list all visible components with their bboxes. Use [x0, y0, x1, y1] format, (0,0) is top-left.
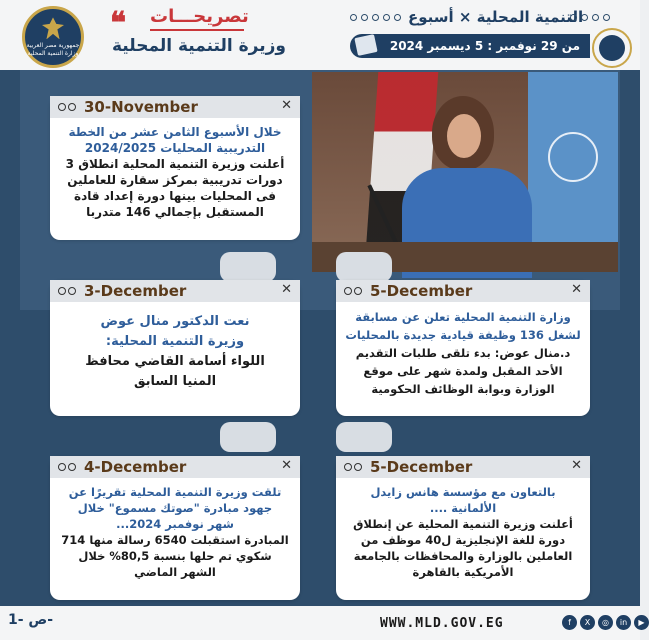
card-body: تلقت وزيرة التنمية المحلية تقريرًا عن جهود مبادرة "صوتك مسموع" خلال شهر نوفمبر 2024... المبادرة استقبلت 6540 رسالة منها 714 شكوي تم حلها بنسبة 80,5% خلال الشهر الماضي [61, 485, 289, 579]
social-links [562, 615, 649, 630]
card-date: 30-November [84, 98, 198, 116]
date-range-bar [350, 34, 590, 58]
left-rail [0, 60, 20, 620]
news-card-30-nov [50, 96, 300, 240]
card-tab [336, 422, 392, 452]
right-rail [620, 60, 640, 620]
card-tab [220, 422, 276, 452]
header [0, 0, 640, 70]
website-url[interactable]: WWW.MLD.GOV.EG [380, 616, 504, 631]
emblem-badge [592, 28, 632, 68]
decor-dots-right [570, 14, 610, 21]
instagram-icon[interactable]: ◎ [598, 615, 613, 630]
linkedin-icon[interactable]: in [616, 615, 631, 630]
card-header [50, 280, 300, 302]
close-icon: ✕ [281, 98, 292, 113]
card-header [336, 280, 590, 302]
card-tab [336, 252, 392, 282]
person-face [447, 114, 481, 158]
card-header [50, 456, 300, 478]
news-card-5-dec-english [336, 456, 590, 600]
card-date: 3-December [84, 282, 187, 300]
close-icon: ✕ [571, 458, 582, 473]
ministry-logo [22, 6, 84, 68]
card-date: 5-December [370, 458, 473, 476]
title-underline [150, 29, 244, 31]
x-icon[interactable]: X [580, 615, 595, 630]
quote-icon: ❝ [110, 6, 127, 41]
week-title: التنمية المحلية × أسبوع [408, 8, 584, 26]
card-tab [220, 252, 276, 282]
close-icon: ✕ [281, 458, 292, 473]
card-header [336, 456, 590, 478]
card-body: خلال الأسبوع الثامن عشر من الخطة التدريبية المحليات 2024/2025 أعلنت وزيرة التنمية المحلية انطلاق 3 دورات تدريبية بمركز سقارة للعاملين فى المحليات بينها دورة إعداد قادة المستقبل بإجمالي 146 متدربا [65, 125, 285, 219]
footer [0, 606, 645, 640]
news-card-4-dec [50, 456, 300, 600]
logo-text: جمهورية مصر العربية وزارة التنمية المحلية [26, 42, 80, 57]
minister-photo [312, 72, 618, 272]
facebook-icon[interactable]: f [562, 615, 577, 630]
card-body: بالتعاون مع مؤسسة هانس زايدل الألمانية .... أعلنت وزيرة التنمية المحلية عن إنطلاق دورة للغة الإنجليزية ل40 موظف من العاملين بالوزارة والمحافظات بالجامعة الأمريكية بالقاهرة [353, 485, 573, 579]
close-icon: ✕ [281, 282, 292, 297]
close-icon: ✕ [571, 282, 582, 297]
page-number: ص -1- [8, 612, 54, 628]
card-date: 5-December [370, 282, 473, 300]
card-body: نعت الدكتور منال عوض وزيرة التنمية المحلية: اللواء أسامة القاضي محافظ المنيا السابق [85, 314, 265, 389]
youtube-icon[interactable]: ▶ [634, 615, 649, 630]
card-date: 4-December [84, 458, 187, 476]
news-card-3-dec [50, 280, 300, 416]
statements-title: تصريحـــات [150, 6, 249, 27]
minister-title: وزيرة التنمية المحلية [112, 36, 286, 56]
eagle-icon [42, 17, 64, 39]
card-header [50, 96, 300, 118]
card-body: وزارة التنمية المحلية تعلن عن مسابقة لشغل 136 وظيفة قيادية جديدة بالمحليات د.منال عوض: بدء تلقى طلبات التقديم الأحد المقبل ولمدة شهر على موقع الوزارة وبوابة الوظائف الحكومية [345, 310, 581, 396]
decor-dots-left [350, 14, 401, 21]
date-range: من 29 نوفمبر : 5 ديسمبر 2024 [389, 39, 580, 53]
news-card-5-dec-jobs [336, 280, 590, 416]
